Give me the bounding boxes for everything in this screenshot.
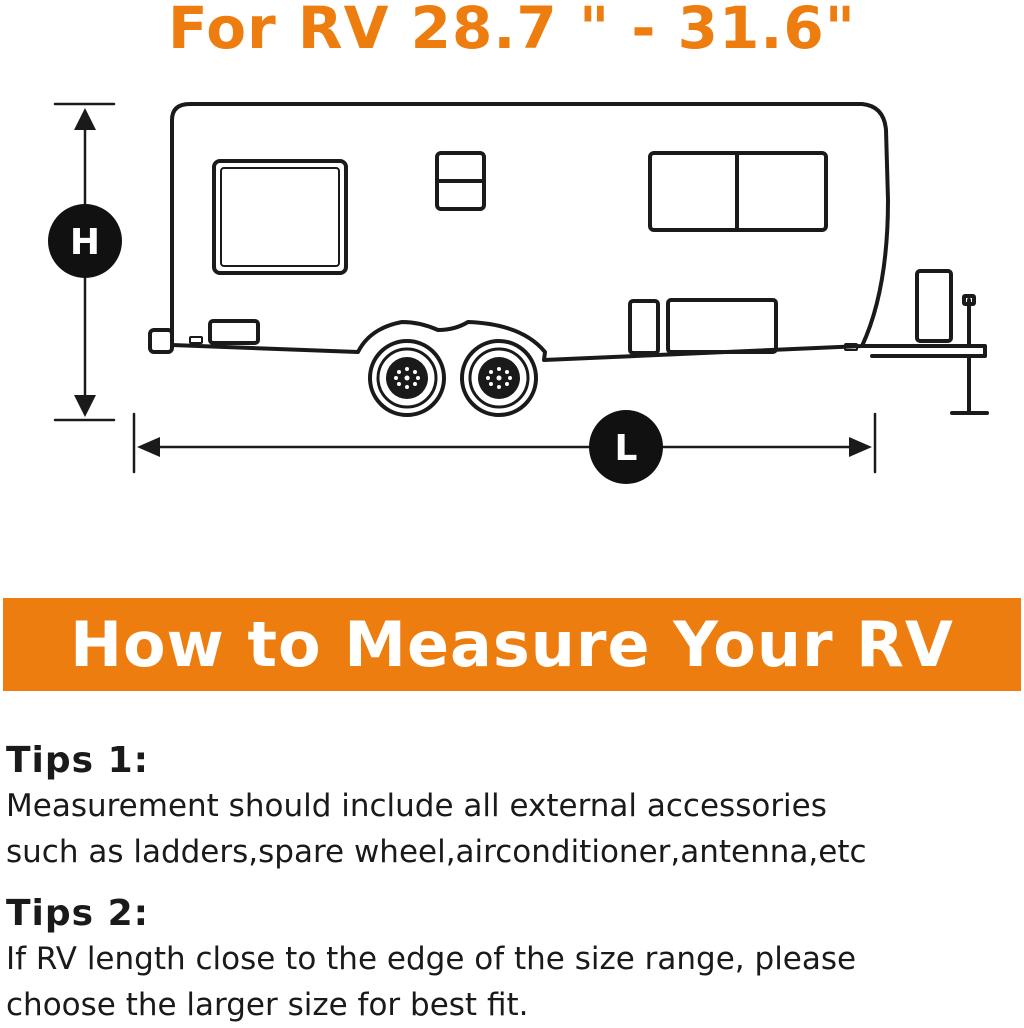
rv-storage-door	[630, 301, 658, 353]
rv-wheel-front	[370, 341, 444, 415]
banner-title: How to Measure Your RV	[70, 608, 954, 681]
measure-banner	[3, 598, 1021, 691]
tip-1-line-1: Measurement should include all external accessories	[6, 788, 827, 824]
tip-2-line-1: If RV length close to the edge of the size range, please	[6, 941, 857, 977]
height-marker-label: H	[69, 222, 101, 263]
height-marker	[48, 204, 122, 278]
tip-2-title: Tips 2:	[6, 893, 150, 934]
tip-2	[6, 892, 1016, 1028]
size-range-heading: For RV 28.7 " - 31.6"	[168, 0, 856, 62]
rv-storage-compartment	[668, 300, 776, 352]
rv-window-left	[214, 161, 346, 273]
tip-1	[6, 739, 1016, 875]
length-marker	[589, 410, 663, 484]
tip-2-line-2: choose the larger size for best fit.	[6, 987, 529, 1023]
rv-wheel-rear	[462, 341, 536, 415]
tip-1-line-2: such as ladders,spare wheel,airconditioner,antenna,etc	[6, 834, 867, 870]
tip-1-title: Tips 1:	[6, 740, 150, 781]
rv-front-bumper	[150, 330, 172, 352]
rv-side-panel	[210, 321, 258, 343]
rv-propane-tank	[917, 271, 951, 341]
length-marker-label: L	[614, 428, 638, 469]
rv-hitch	[862, 346, 985, 356]
